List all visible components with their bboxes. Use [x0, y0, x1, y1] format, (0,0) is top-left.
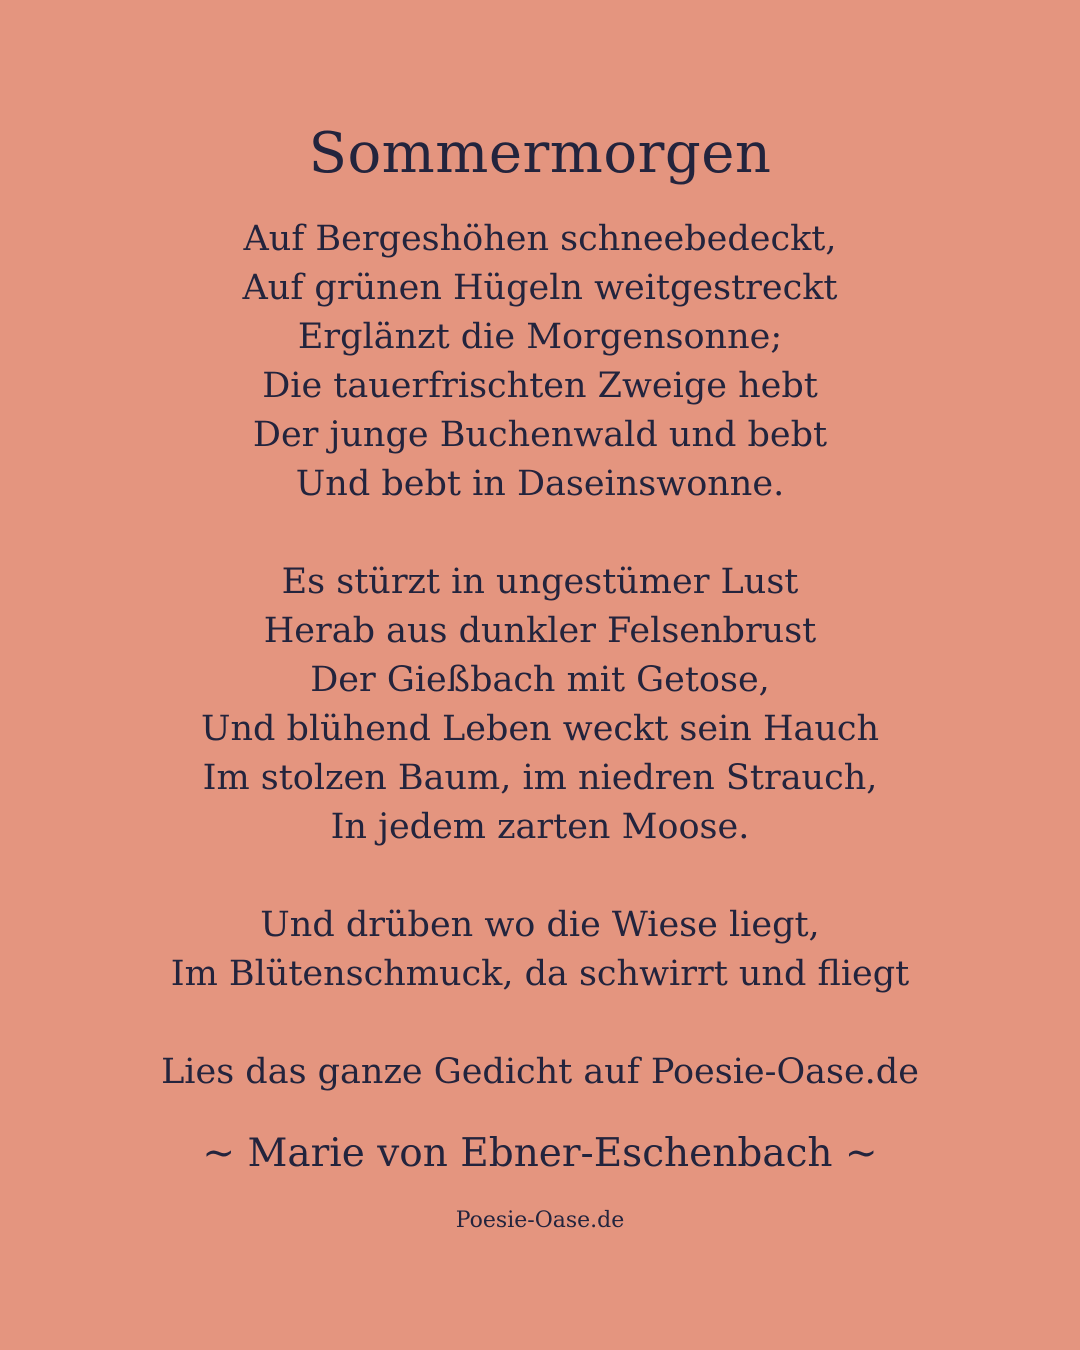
- stanza-2: [0, 558, 1080, 852]
- stanza-3: [0, 901, 1080, 999]
- author-name: ~ Marie von Ebner-Eschenbach ~: [202, 1131, 878, 1176]
- site-watermark: Poesie-Oase.de: [455, 1208, 625, 1233]
- read-more-text: Lies das ganze Gedicht auf Poesie-Oase.de: [161, 1052, 919, 1092]
- poem-line: Herab aus dunkler Felsenbrust: [263, 611, 817, 651]
- poem-line: Und bebt in Daseinswonne.: [295, 464, 785, 504]
- poem-line: Und drüben wo die Wiese liegt,: [260, 905, 820, 945]
- stanza-1: [0, 215, 1080, 509]
- poem-body: [0, 215, 1080, 1048]
- poem-line: Der Gießbach mit Getose,: [310, 660, 770, 700]
- poem-line: In jedem zarten Moose.: [330, 807, 750, 847]
- poem-line: Der junge Buchenwald und bebt: [252, 415, 828, 455]
- poem-line: Auf grünen Hügeln weitgestreckt: [242, 268, 838, 308]
- poem-line: Im Blütenschmuck, da schwirrt und fliegt: [170, 954, 910, 994]
- poem-title: Sommermorgen: [308, 121, 772, 186]
- poem-line: Im stolzen Baum, im niedren Strauch,: [202, 758, 878, 798]
- poem-line: Und blühend Leben weckt sein Hauch: [200, 709, 880, 749]
- poem-line: Erglänzt die Morgensonne;: [297, 317, 783, 357]
- poem-line: Auf Bergeshöhen schneebedeckt,: [243, 219, 837, 259]
- poem-line: Es stürzt in ungestümer Lust: [281, 562, 799, 602]
- poem-line: Die tauerfrischten Zweige hebt: [262, 366, 818, 406]
